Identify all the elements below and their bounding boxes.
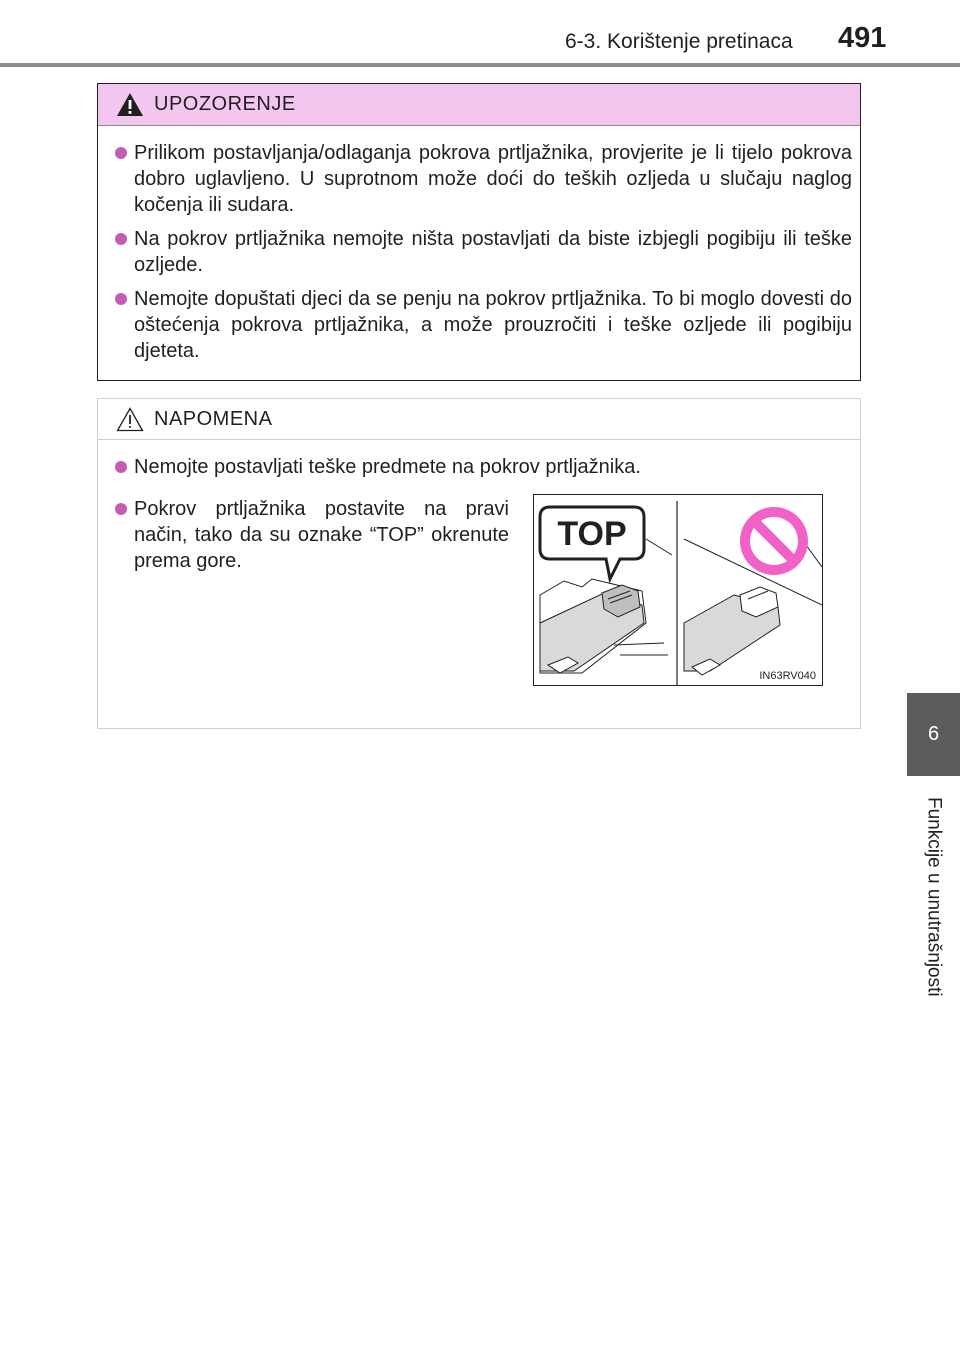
- notice-title: NAPOMENA: [154, 407, 273, 430]
- bullet-icon: [115, 461, 127, 473]
- warning-triangle-icon: [116, 92, 144, 117]
- bullet-icon: [115, 233, 127, 245]
- bullet-icon: [115, 503, 127, 515]
- top-callout-text: [534, 495, 822, 685]
- list-item: [115, 496, 509, 574]
- warning-list: [98, 126, 860, 364]
- chapter-title: Funkcije u unutrašnjosti: [923, 797, 945, 997]
- chapter-tab: [907, 693, 960, 776]
- list-item: [115, 226, 852, 278]
- figure-code: IN63RV040: [759, 670, 816, 682]
- top-marking-illustration: [533, 494, 823, 686]
- header-rule: [0, 63, 960, 67]
- warning-item-text: Nemojte dopuštati djeci da se penju na pokrov prtljažnika. To bi moglo dovesti do oštećenja pokrova prtljažnika, a može prouzročiti i teške ozljede ili pogibiju djeteta.: [134, 288, 852, 362]
- chapter-label: [907, 782, 960, 1012]
- chapter-number: 6: [927, 723, 940, 745]
- section-title: 6-3. Korištenje pretinaca: [565, 30, 793, 53]
- notice-header: [98, 399, 860, 440]
- list-item: [115, 286, 852, 364]
- bullet-icon: [115, 147, 127, 159]
- warning-item-text: Na pokrov prtljažnika nemojte ništa postavljati da biste izbjegli pogibiju ili teške ozljede.: [134, 228, 852, 276]
- caution-outline-icon: [116, 407, 144, 432]
- notice-item-text: Pokrov prtljažnika postavite na pravi način, tako da su oznake “TOP” okrenute prema gore.: [134, 498, 509, 572]
- warning-item-text: Prilikom postavljanja/odlaganja pokrova prtljažnika, provjerite je li tijelo pokrova dobro uglavljeno. U suprotnom može doći do teških ozljeda u slučaju naglog kočenja ili sudara.: [134, 142, 852, 216]
- list-item: [115, 454, 852, 480]
- bullet-icon: [115, 293, 127, 305]
- warning-title: UPOZORENJE: [154, 93, 296, 115]
- notice-list: [98, 440, 860, 686]
- notice-box: [97, 398, 861, 729]
- svg-text:TOP: TOP: [557, 515, 627, 553]
- warning-header: [98, 84, 860, 126]
- warning-box: [97, 83, 861, 381]
- notice-item-text: Nemojte postavljati teške predmete na pokrov prtljažnika.: [134, 456, 641, 478]
- list-item: [115, 140, 852, 218]
- page-number: 491: [838, 22, 887, 54]
